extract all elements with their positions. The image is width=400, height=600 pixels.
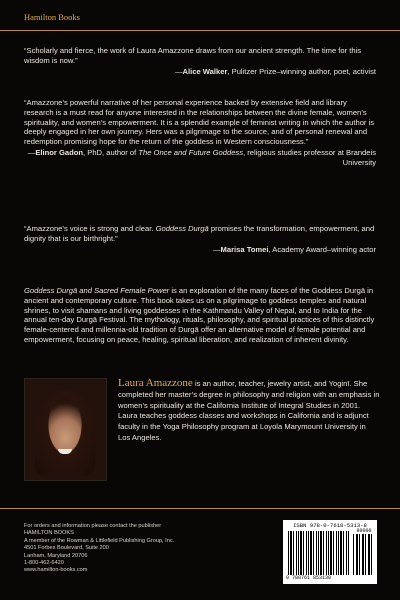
footer-line: Lanham, Maryland 20706	[24, 552, 88, 559]
quote-tomei	[24, 224, 376, 254]
barcode-addon-bars	[353, 534, 373, 575]
publisher-name: Hamilton Books	[24, 12, 80, 22]
barcode-digits: 9 780761 853138	[286, 575, 332, 581]
top-divider	[0, 30, 400, 31]
footer-line: HAMILTON BOOKS	[24, 530, 74, 537]
quote-gadon	[24, 98, 376, 168]
publisher-contact	[24, 523, 224, 575]
quote-text: “Amazzone’s powerful narrative of her personal experience backed by extensive field and library research is a must read for anyone interested in the relationships between the divine female, women’s spirituality, and women’s empowerment. It is a splendid example of feminist writing in which the author is deeply engaged in her own journey. Hers was a pilgrimage to the source, and of personal renewal and redemption promising hope for the return of the goddess in Western consciousness.”	[24, 98, 375, 147]
footer-line: For orders and information please contact the publisher	[24, 523, 162, 529]
barcode-addon-digits: 90000	[356, 528, 372, 534]
footer-line: 4501 Forbes Boulevard, Suite 200	[24, 545, 109, 552]
footer-line: 1-800-462-6420	[24, 560, 64, 567]
quote-attribution: —Alice Walker, Pulitzer Prize–winning author, poet, activist	[174, 66, 376, 76]
bottom-divider	[0, 508, 400, 509]
footer-line: A member of the Rowman & Littlefield Publishing Group, Inc.	[24, 537, 175, 544]
author-photo	[24, 378, 107, 481]
quote-attribution: —Elinor Gadon, PhD, author of The Once and Future Goddess, religious studies professor at Brandeis University	[27, 147, 376, 167]
footer-line: www.hamilton-books.com	[24, 567, 88, 574]
quote-attribution: —Marisa Tomei, Academy Award–winning actor	[212, 244, 376, 254]
book-description: Goddess Durgā and Sacred Female Power is an exploration of the many faces of the Goddess Durgā in ancient and contemporary culture. This book takes us on a pilgrimage to goddess temples and natural shrines, to visit shamans and living goddesses in the Kathmandu Valley of Nepal, and to India for the annual ten-day Durgā Festival. The mythology, rituals, philosophy, and spiritual practices of this distinctly female-centered and millennia-old tradition of Durgā offer an alternative model of female potential and empowerment, focusing on peace, healing, spiritual liberation, and realization of inherent divinity.	[24, 286, 375, 344]
author-photo-hair	[35, 391, 95, 476]
isbn-number: ISBN 978-0-7618-5313-8	[293, 522, 367, 529]
quote-text: “Scholarly and fierce, the work of Laura Amazzone draws from our ancient strength. The time for this wisdom is now.”	[24, 46, 362, 65]
author-name: Laura Amazzone	[118, 377, 193, 389]
author-bio: Laura Amazzone is an author, teacher, jewelry artist, and Yoginī. She completed her master’s degree in philosophy and religion with an emphasis in women’s spirituality at the California Institute of Integral Studies in 2001. Laura teaches goddess classes and workshops in California and is adjunct faculty in the Yoga Philosophy program at Loyola Marymount University in Los Angeles.	[118, 377, 380, 442]
quote-text: “Amazzone’s voice is strong and clear. Goddess Durgā promises the transformation, empowerment, and dignity that is our birthright.”	[24, 224, 375, 243]
book-title: Goddess Durgā and Sacred Female Power	[24, 286, 170, 295]
isbn-barcode	[283, 520, 377, 584]
barcode-bars	[288, 531, 350, 575]
quote-walker	[24, 46, 376, 76]
